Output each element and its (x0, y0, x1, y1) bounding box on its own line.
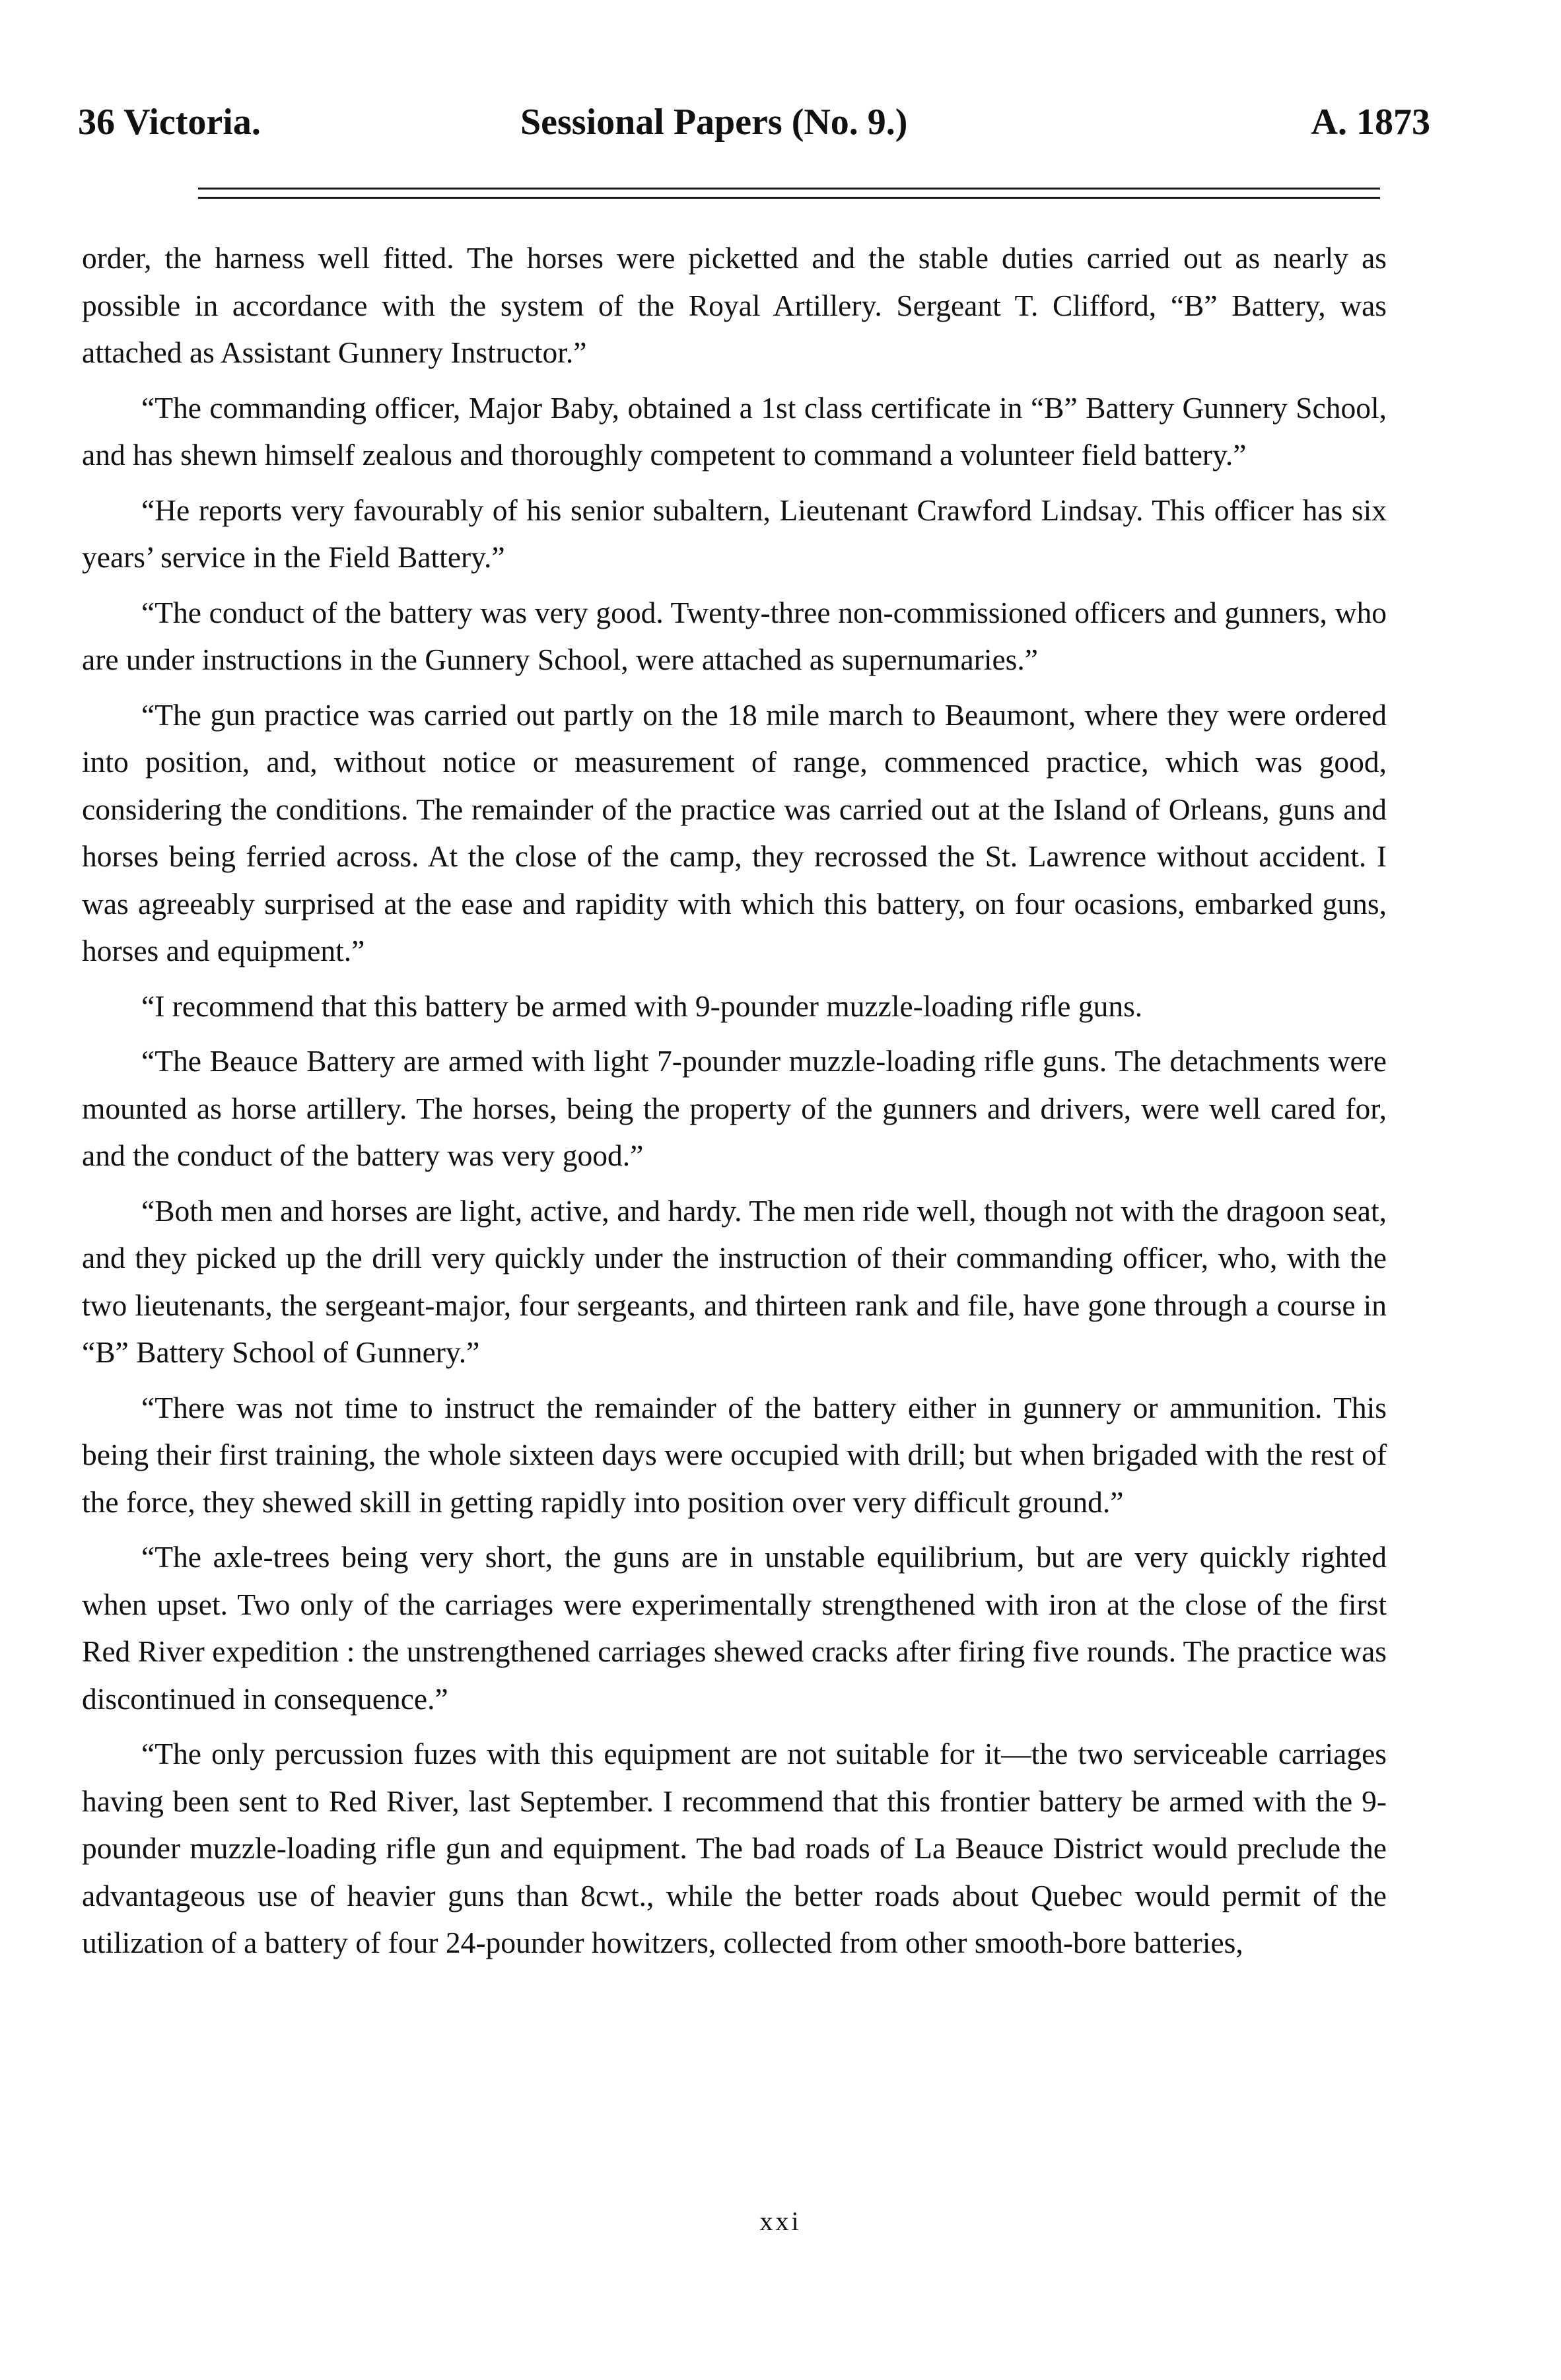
paragraph: “Both men and horses are light, active, and hardy. The men ride well, though not with the dragoon seat, and they picked up the drill very quickly under the instruction of their commanding officer, who, with the two lieutenants, the sergeant-major, four sergeants, and thirteen rank and file, have gone through a course in “B” Battery School of Gunnery.” (82, 1193, 1387, 1369)
paragraph: “The conduct of the battery was very good. Twenty-three non-commissioned officers and gunners, who are under instructions in the Gunnery School, were attached as supernumaries.” (82, 595, 1387, 676)
paragraph: “He reports very favourably of his senior subaltern, Lieutenant Crawford Lindsay. This officer has six years’ service in the Field Battery.” (82, 493, 1387, 574)
paragraph: “The commanding officer, Major Baby, obtained a 1st class certificate in “B” Battery Gunnery School, and has shewn himself zealous and thoroughly competent to command a volunteer field battery.” (82, 390, 1387, 472)
running-header (78, 99, 1430, 145)
page-number: xxi (759, 2206, 802, 2236)
paragraph: “The axle-trees being very short, the guns are in unstable equilibrium, but are very quickly righted when upset. Two only of the carriages were experimentally strengthened with iron at the close of the first Red River expedition : the unstrengthened carriages shewed cracks after firing five rounds. The practice was discontinued in consequence.” (82, 1540, 1387, 1716)
header-session: 36 Victoria. (78, 102, 261, 143)
paragraph: “The only percussion fuzes with this equipment are not suitable for it—the two serviceable carriages having been sent to Red River, last September. I recommend that this frontier battery be armed with the 9-pounder muzzle-loading rifle gun and equipment. The bad roads of La Beauce District would preclude the advantageous use of heavier guns than 8cwt., while the better roads about Quebec would permit of the utilization of a battery of four 24-pounder howitzers, collected from other smooth-bore batteries, (82, 1737, 1387, 1959)
header-rule-bottom (198, 197, 1380, 199)
header-year: A. 1873 (1311, 102, 1430, 143)
paragraph: “I recommend that this battery be armed with 9-pounder muzzle-loading rifle guns. (141, 989, 1143, 1023)
paragraph: “The Beauce Battery are armed with light 7-pounder muzzle-loading rifle guns. The detachments were mounted as horse artillery. The horses, being the property of the gunners and drivers, were well cared for, and the conduct of the battery was very good.” (82, 1044, 1387, 1172)
paragraph: “The gun practice was carried out partly on the 18 mile march to Beaumont, where they were ordered into position, and, without notice or measurement of range, commenced practice, which was good, considering the conditions. The remainder of the practice was carried out at the Island of Orleans, guns and horses being ferried across. At the close of the camp, they recrossed the St. Lawrence without accident. I was agreeably surprised at the ease and rapidity with which this battery, on four ocasions, embarked guns, horses and equipment.” (82, 697, 1387, 967)
paragraph: “There was not time to instruct the remainder of the battery either in gunnery or ammunition. This being their first training, the whole sixteen days were occupied with drill; but when brigaded with the rest of the force, they shewed skill in getting rapidly into position over very difficult ground.” (82, 1390, 1387, 1519)
header-title: Sessional Papers (No. 9.) (520, 102, 908, 143)
body-text (82, 234, 1387, 1975)
header-rule-top (198, 188, 1380, 190)
paragraph: order, the harness well fitted. The horses were picketted and the stable duties carried out as nearly as possible in accordance with the system of the Royal Artillery. Sergeant T. Clifford, “B” Battery, was attached as Assistant Gunnery Instructor.” (82, 241, 1387, 369)
